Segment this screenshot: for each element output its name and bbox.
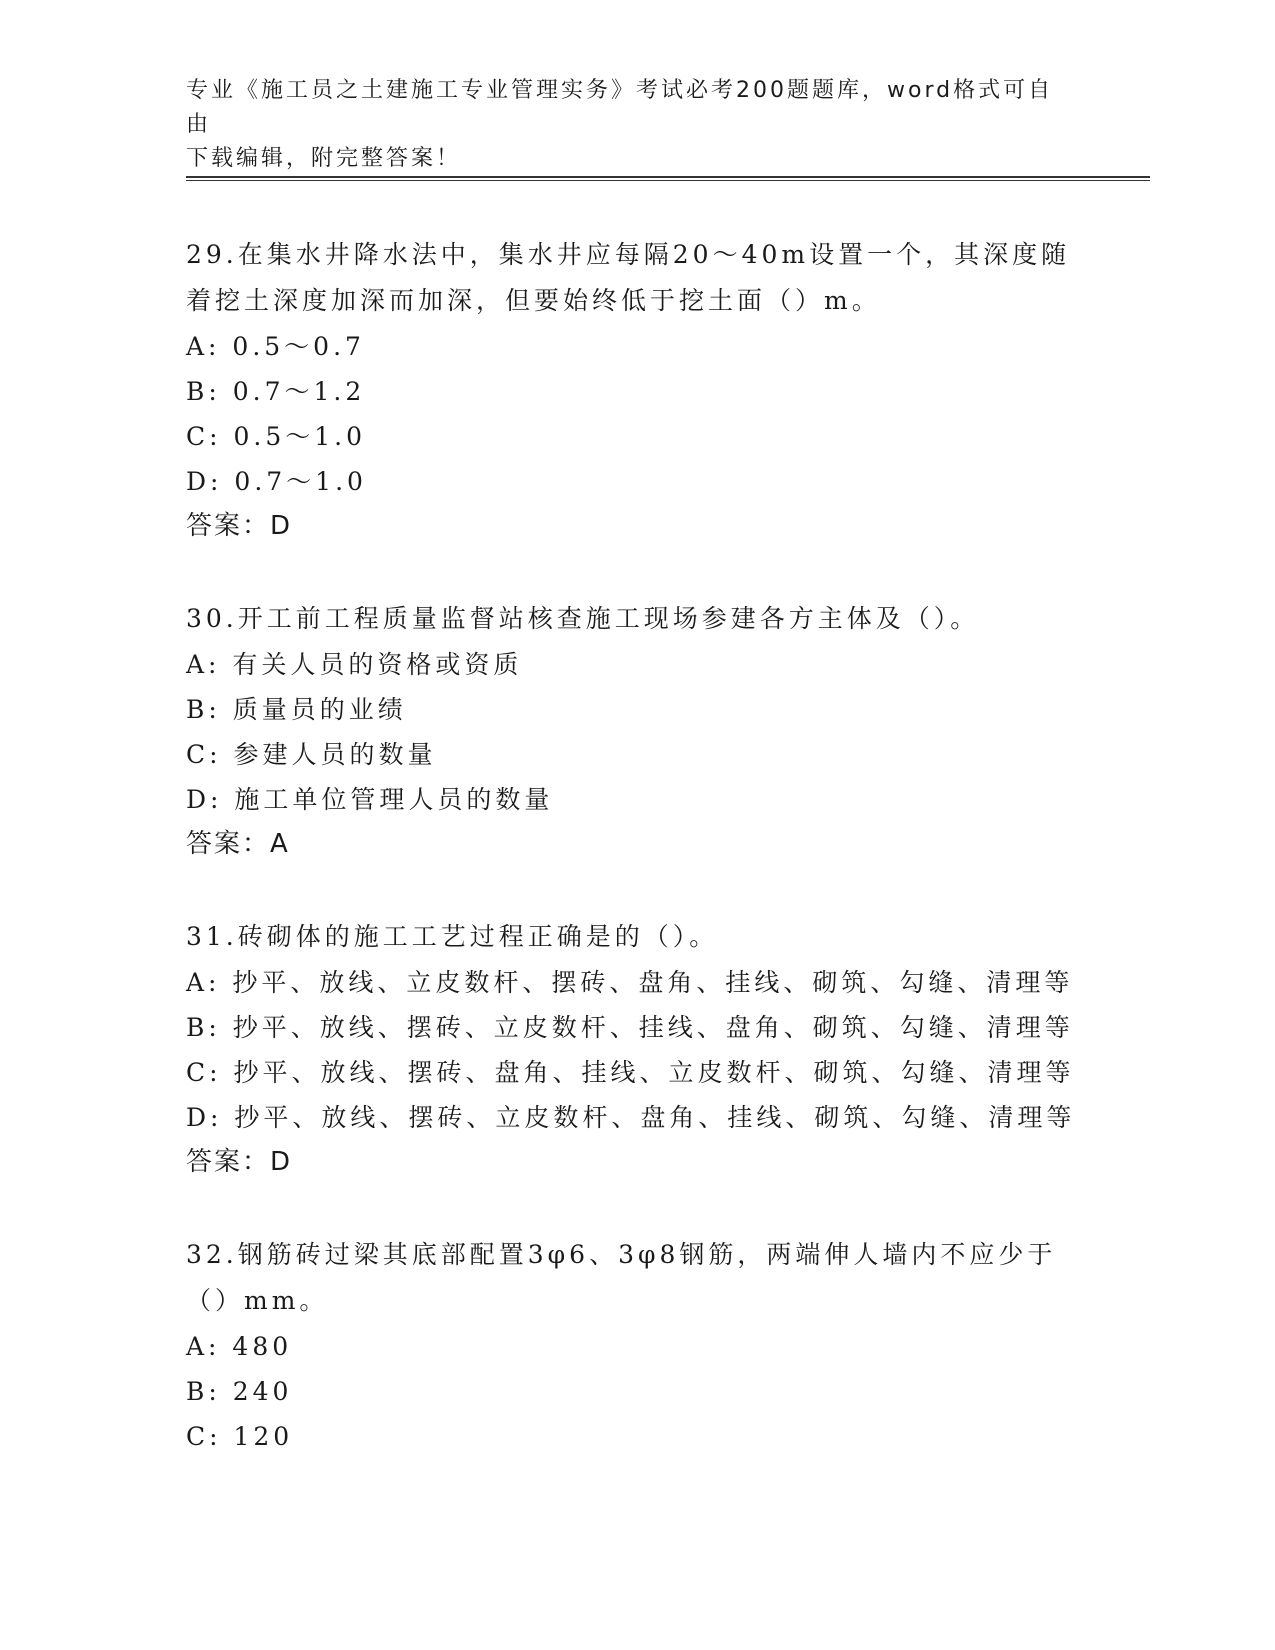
- question-32: [186, 1232, 1086, 1459]
- option-b: B: 抄平、放线、摆砖、立皮数杆、挂线、盘角、砌筑、勾缝、清理等: [186, 1013, 1074, 1042]
- option-b: B: 0.7～1.2: [186, 377, 366, 406]
- option-d: D: 施工单位管理人员的数量: [186, 785, 554, 814]
- answer: 答案：A: [186, 829, 290, 859]
- document-header: [186, 74, 1066, 176]
- question-29: [186, 232, 1086, 549]
- option-a: A: 480: [186, 1332, 293, 1361]
- question-31: [186, 914, 1086, 1185]
- question-text: 30.开工前工程质量监督站核查施工现场参建各方主体及（）。: [186, 604, 980, 633]
- option-b: B: 质量员的业绩: [186, 695, 407, 724]
- question-text: 31.砖砌体的施工工艺过程正确是的（）。: [186, 922, 719, 951]
- option-a: A: 0.5～0.7: [186, 332, 365, 361]
- option-a: A: 抄平、放线、立皮数杆、摆砖、盘角、挂线、砌筑、勾缝、清理等: [186, 968, 1074, 997]
- question-text: 32.钢筋砖过梁其底部配置3φ6、3φ8钢筋，两端伸人墙内不应少于（）mm。: [186, 1240, 1057, 1315]
- option-c: C: 抄平、放线、摆砖、盘角、挂线、立皮数杆、砌筑、勾缝、清理等: [186, 1058, 1075, 1087]
- header-title-line2: 下载编辑，附完整答案！: [186, 146, 462, 171]
- question-text: 29.在集水井降水法中，集水井应每隔20～40m设置一个，其深度随着挖土深度加深而加深，但要始终低于挖土面（）m。: [186, 240, 1071, 315]
- option-d: D: 0.7～1.0: [186, 467, 367, 496]
- option-b: B: 240: [186, 1377, 293, 1406]
- answer: 答案：D: [186, 511, 293, 541]
- option-d: D: 抄平、放线、摆砖、立皮数杆、盘角、挂线、砌筑、勾缝、清理等: [186, 1103, 1076, 1132]
- header-title-line1: 专业《施工员之土建施工专业管理实务》考试必考200题题库，word格式可自由: [186, 78, 1054, 137]
- option-a: A: 有关人员的资格或资质: [186, 650, 523, 679]
- question-30: [186, 596, 1086, 867]
- option-c: C: 0.5～1.0: [186, 422, 367, 451]
- answer: 答案：D: [186, 1147, 293, 1177]
- option-c: C: 参建人员的数量: [186, 740, 437, 769]
- header-divider: [186, 176, 1150, 182]
- option-c: C: 120: [186, 1422, 294, 1451]
